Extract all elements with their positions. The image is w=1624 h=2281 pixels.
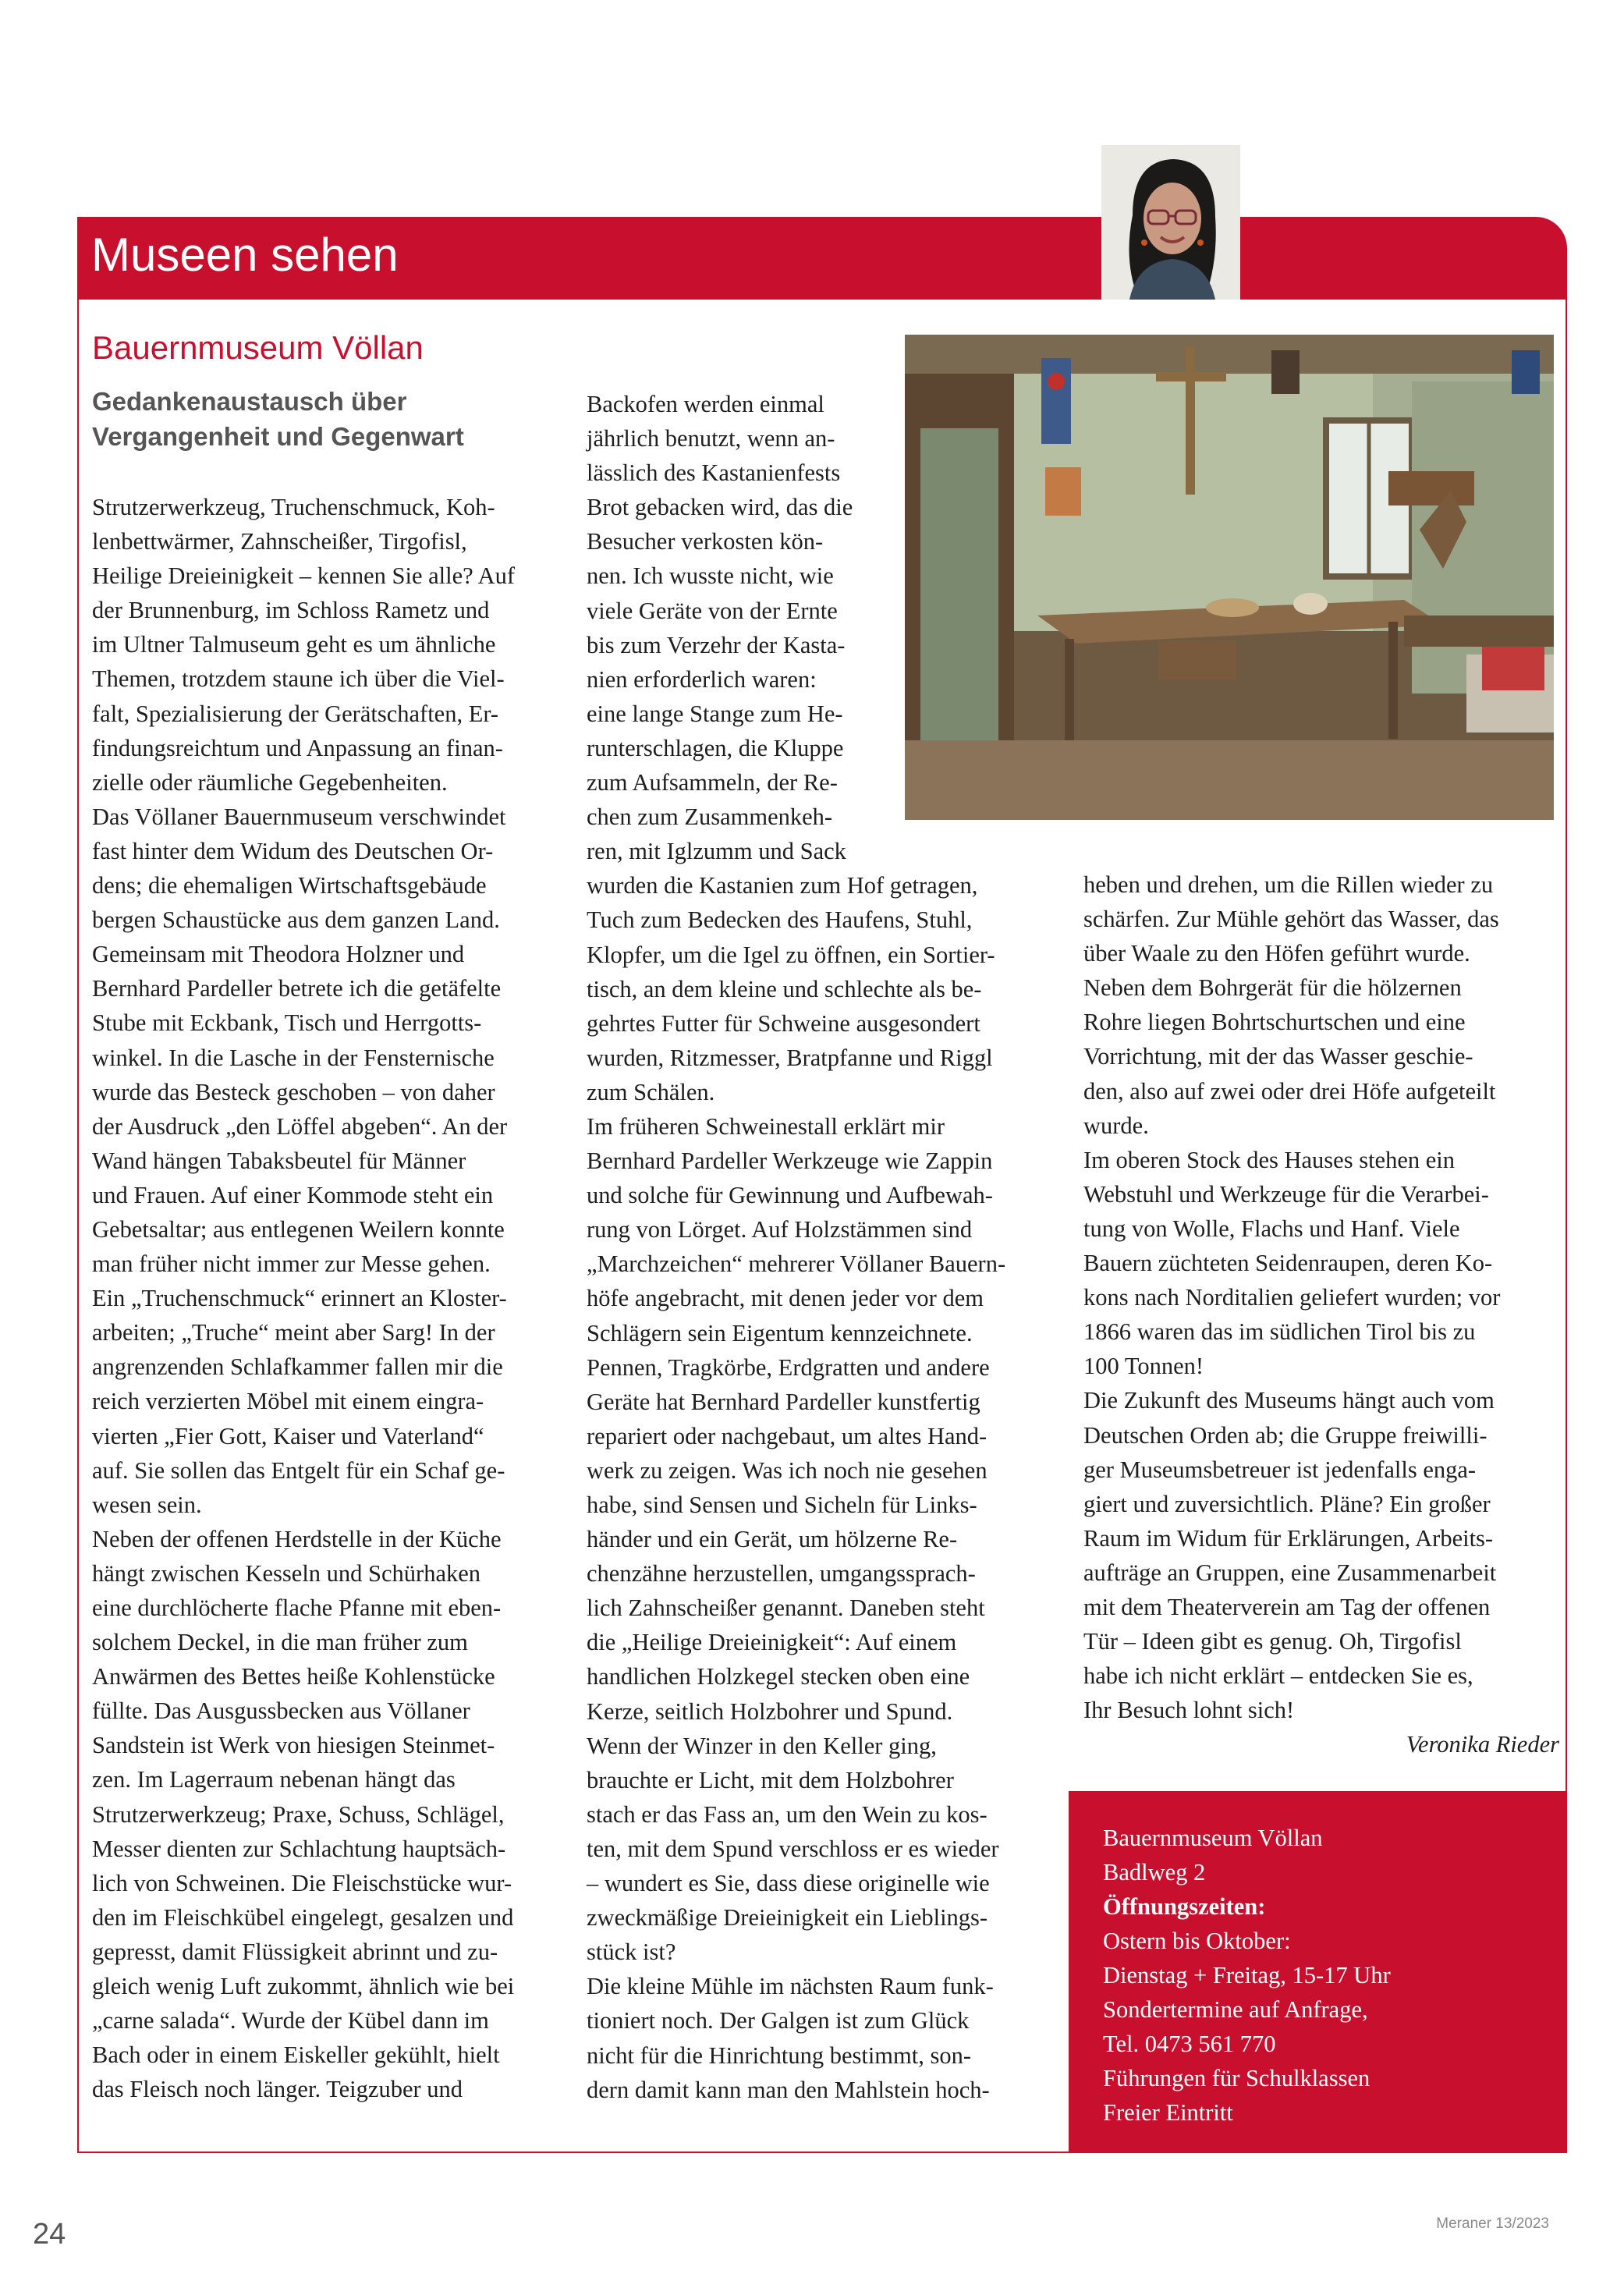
text-line: dens; die ehemaligen Wirtschaftsgebäude <box>92 872 487 899</box>
section-banner <box>77 217 1567 300</box>
text-line: jährlich benutzt, wenn an- <box>587 425 835 452</box>
text-line: wurde. <box>1083 1112 1149 1139</box>
text-line: das Fleisch noch länger. Teigzuber und <box>92 2076 463 2103</box>
info-phone: Tel. 0473 561 770 <box>1103 2031 1276 2057</box>
text-line: mit dem Theaterverein am Tag der offenen <box>1083 1593 1491 1620</box>
text-line: zweckmäßige Dreieinigkeit ein Lieblings- <box>587 1904 988 1932</box>
text-line: Sandstein ist Werk von hiesigen Steinmet- <box>92 1732 495 1759</box>
text-line: viele Geräte von der Ernte <box>587 597 838 624</box>
text-line: den, also auf zwei oder drei Höfe aufgeteilt <box>1083 1077 1496 1105</box>
text-line: dern damit kann man den Mahlstein hoch- <box>587 2076 990 2103</box>
text-line: hängt zwischen Kesseln und Schürhaken <box>92 1559 481 1587</box>
text-line: nen. Ich wusste nicht, wie <box>587 562 834 590</box>
text-line: ten, mit dem Spund verschloss er es wieder <box>587 1835 999 1862</box>
text-line: den im Fleischkübel eingelegt, gesalzen und <box>92 1903 514 1931</box>
text-line: eine durchlöcherte flache Pfanne mit eben- <box>92 1595 502 1621</box>
author-portrait-image <box>1101 145 1240 300</box>
text-line: zen. Im Lagerraum nebenan hängt das <box>92 1766 456 1793</box>
text-line: Anwärmen des Bettes heiße Kohlenstücke <box>92 1663 495 1690</box>
text-line: lenbettwärmer, Zahnscheißer, Tirgofisl, <box>92 528 467 555</box>
text-line: Schlägern sein Eigentum kennzeichnete. <box>587 1319 973 1346</box>
info-address: Badlweg 2 <box>1103 1859 1206 1885</box>
text-line: zielle oder räumliche Gegebenheiten. <box>92 768 448 796</box>
text-line: Das Völlaner Bauernmuseum verschwindet <box>92 803 506 830</box>
text-line: tioniert noch. Der Galgen ist zum Glück <box>587 2007 970 2034</box>
text-line: Bach oder in einem Eiskeller gekühlt, hielt <box>92 2042 500 2069</box>
text-line: stach er das Fass an, um den Wein zu kos- <box>587 1800 988 1828</box>
text-line: auf. Sie sollen das Entgelt für ein Schaf ge- <box>92 1456 505 1484</box>
article-title: Bauernmuseum Völlan <box>92 329 424 366</box>
text-line: falt, Spezialisierung der Gerätschaften, Er- <box>92 700 499 727</box>
text-line: Gebetsaltar; aus entlegenen Weilern konnte <box>92 1215 505 1243</box>
text-line: füllte. Das Ausgussbecken aus Völlaner <box>92 1697 470 1725</box>
text-line: solchem Deckel, in die man früher zum <box>92 1629 468 1656</box>
text-line: handlichen Holzkegel stecken oben eine <box>587 1663 970 1690</box>
text-line: wurden die Kastanien zum Hof getragen, <box>587 872 978 899</box>
text-line: eine lange Stange zum He- <box>587 700 843 727</box>
info-hours-heading: Öffnungszeiten: <box>1103 1893 1266 1920</box>
page-number: 24 <box>33 2218 66 2251</box>
text-line: reich verzierten Möbel mit einem eingra- <box>92 1388 484 1415</box>
text-line: habe, sind Sensen und Sicheln für Links- <box>587 1492 977 1518</box>
text-line: Webstuhl und Werkzeuge für die Verarbei- <box>1083 1180 1489 1208</box>
text-line: Backofen werden einmal <box>587 391 824 417</box>
text-line: Tuch zum Bedecken des Haufens, Stuhl, <box>587 906 973 934</box>
text-line: gepresst, damit Flüssigkeit abrinnt und zu- <box>92 1938 498 1965</box>
text-line: kons nach Norditalien geliefert wurden; vor <box>1083 1284 1501 1311</box>
text-line: wurde das Besteck geschoben – von daher <box>92 1078 495 1105</box>
text-line: runterschlagen, die Kluppe <box>587 734 844 761</box>
info-tours: Führungen für Schulklassen <box>1103 2065 1370 2091</box>
text-line: Die Zukunft des Museums hängt auch vom <box>1083 1387 1495 1414</box>
text-line: und Frauen. Auf einer Kommode steht ein <box>92 1181 494 1208</box>
text-line: Messer dienten zur Schlachtung hauptsäch- <box>92 1835 506 1862</box>
text-line: chenzähne herzustellen, umgangssprach- <box>587 1560 976 1587</box>
text-line: bis zum Verzehr der Kasta- <box>587 631 846 658</box>
text-line: der Brunnenburg, im Schloss Rametz und <box>92 597 490 624</box>
text-line: Rohre liegen Bohrtschurtschen und eine <box>1083 1009 1466 1036</box>
article-subtitle <box>92 384 560 454</box>
section-title: Museen sehen <box>91 229 399 281</box>
article-column-1 <box>92 490 560 2106</box>
text-line: „Marchzeichen“ mehrerer Völlaner Bauern- <box>587 1250 1006 1278</box>
text-line: 100 Tonnen! <box>1083 1353 1204 1380</box>
text-line: werk zu zeigen. Was ich noch nie gesehen <box>587 1456 988 1484</box>
text-line: nien erforderlich waren: <box>587 665 817 693</box>
text-line: tisch, an dem kleine und schlechte als be- <box>587 975 982 1002</box>
info-admission: Freier Eintritt <box>1103 2099 1233 2126</box>
text-line: Tür – Ideen gibt es genug. Oh, Tirgofisl <box>1083 1628 1462 1655</box>
text-line: lässlich des Kastanienfests <box>587 459 841 487</box>
text-line: Die kleine Mühle im nächsten Raum funk- <box>587 1973 994 2000</box>
text-line: zum Schälen. <box>587 1078 715 1105</box>
text-line: chen zum Zusammenkeh- <box>587 803 833 831</box>
museum-info-box <box>1069 1791 1567 2153</box>
text-line: stück ist? <box>587 1939 676 1966</box>
issue-label: Meraner 13/2023 <box>1436 2215 1549 2232</box>
text-line: im Ultner Talmuseum geht es um ähnliche <box>92 631 496 658</box>
text-line: wesen sein. <box>92 1491 202 1518</box>
text-line: aufträge an Gruppen, eine Zusammenarbeit <box>1083 1559 1497 1586</box>
text-line: die „Heilige Dreieinigkeit“: Auf einem <box>587 1629 957 1656</box>
subtitle-line: Gedankenaustausch über <box>92 387 407 416</box>
text-line: nicht für die Hinrichtung bestimmt, son- <box>587 2042 972 2069</box>
text-line: wurden, Ritzmesser, Bratpfanne und Riggl <box>587 1044 993 1071</box>
text-line: vierten „Fier Gott, Kaiser und Vaterland“ <box>92 1422 484 1449</box>
text-line: „carne salada“. Wurde der Kübel dann im <box>92 2007 489 2034</box>
text-line: der Ausdruck „den Löffel abgeben“. An der <box>92 1112 508 1140</box>
text-line: und solche für Gewinnung und Aufbewah- <box>587 1182 993 1209</box>
text-line: Im früheren Schweinestall erklärt mir <box>587 1112 945 1140</box>
text-line: Geräte hat Bernhard Pardeller kunstfertig <box>587 1388 980 1415</box>
text-line: habe ich nicht erklärt – entdecken Sie es, <box>1083 1662 1473 1690</box>
text-line: repariert oder nachgebaut, um altes Hand- <box>587 1422 988 1449</box>
text-line: man früher nicht immer zur Messe gehen. <box>92 1250 491 1278</box>
text-line: Klopfer, um die Igel zu öffnen, ein Sortier- <box>587 941 995 968</box>
column-3-lines <box>1083 867 1559 1727</box>
article-author: Veronika Rieder <box>1406 1731 1559 1758</box>
text-line: lich von Schweinen. Die Fleischstücke wur- <box>92 1869 512 1896</box>
text-line: giert und zuversichtlich. Pläne? Ein großer <box>1083 1490 1491 1517</box>
text-line: Besucher verkosten kön- <box>587 528 824 555</box>
text-line: bergen Schaustücke aus dem ganzen Land. <box>92 906 500 934</box>
text-line: schärfen. Zur Mühle gehört das Wasser, das <box>1083 906 1499 933</box>
text-line: Deutschen Orden ab; die Gruppe freiwilli- <box>1083 1421 1487 1449</box>
text-line: höfe angebracht, mit denen jeder vor dem <box>587 1285 984 1312</box>
info-season: Ostern bis Oktober: <box>1103 1928 1291 1954</box>
text-line: händer und ein Gerät, um hölzerne Re- <box>587 1526 958 1553</box>
text-line: Wenn der Winzer in den Keller ging, <box>587 1732 937 1759</box>
info-name: Bauernmuseum Völlan <box>1103 1825 1323 1851</box>
article-column-3 <box>1083 867 1559 1761</box>
text-line: fast hinter dem Widum des Deutschen Or- <box>92 837 494 864</box>
text-line: Ein „Truchenschmuck“ erinnert an Kloster- <box>92 1285 507 1312</box>
text-line: Bernhard Pardeller Werkzeuge wie Zappin <box>587 1148 993 1175</box>
info-lines <box>1103 1821 1391 2130</box>
text-line: lich Zahnscheißer genannt. Daneben steht <box>587 1595 985 1622</box>
text-line: Im oberen Stock des Hauses stehen ein <box>1083 1146 1456 1173</box>
info-special: Sondertermine auf Anfrage, <box>1103 1996 1368 2023</box>
text-line: Heilige Dreieinigkeit – kennen Sie alle? Auf <box>92 562 516 590</box>
text-line: Neben der offenen Herdstelle in der Küche <box>92 1525 502 1552</box>
text-line: gehrtes Futter für Schweine ausgesondert <box>587 1009 980 1037</box>
text-line: brauchte er Licht, mit dem Holzbohrer <box>587 1766 954 1793</box>
text-line: Bernhard Pardeller betrete ich die getäfelte <box>92 975 502 1002</box>
text-line: Strutzerwerkzeug, Truchenschmuck, Koh- <box>92 494 495 520</box>
text-line: gleich wenig Luft zukommt, ähnlich wie bei <box>92 1973 515 2000</box>
text-line: rung von Lörget. Auf Holzstämmen sind <box>587 1216 973 1243</box>
text-line: Neben dem Bohrgerät für die hölzernen <box>1083 974 1462 1002</box>
text-line: findungsreichtum und Anpassung an finan- <box>92 734 503 761</box>
text-line: Brot gebacken wird, das die <box>587 494 853 521</box>
text-line: heben und drehen, um die Rillen wieder zu <box>1083 871 1494 898</box>
text-line: Kerze, seitlich Holzbohrer und Spund. <box>587 1697 953 1725</box>
text-line: Pennen, Tragkörbe, Erdgratten und andere <box>587 1353 990 1381</box>
text-line: über Waale zu den Höfen geführt wurde. <box>1083 940 1470 967</box>
text-line: Wand hängen Tabaksbeutel für Männer <box>92 1147 466 1174</box>
info-days: Dienstag + Freitag, 15-17 Uhr <box>1103 1962 1391 1988</box>
text-line: angrenzenden Schlafkammer fallen mir die <box>92 1353 503 1381</box>
text-line: Raum im Widum für Erklärungen, Arbeits- <box>1083 1524 1494 1552</box>
text-line: zum Aufsammeln, der Re- <box>587 769 838 796</box>
text-line: tung von Wolle, Flachs und Hanf. Viele <box>1083 1215 1460 1242</box>
text-line: Stube mit Eckbank, Tisch und Herrgotts- <box>92 1009 482 1037</box>
text-line: 1866 waren das im südlichen Tirol bis zu <box>1083 1318 1476 1346</box>
text-line: ger Museumsbetreuer ist jedenfalls enga- <box>1083 1456 1477 1483</box>
text-line: Gemeinsam mit Theodora Holzner und <box>92 941 465 968</box>
text-line: Vorrichtung, mit der das Wasser geschie- <box>1083 1043 1473 1070</box>
text-line: winkel. In die Lasche in der Fensternische <box>92 1044 495 1071</box>
text-line: – wundert es Sie, dass diese originelle wie <box>587 1870 990 1897</box>
author-portrait <box>1101 145 1240 300</box>
farmhouse-room-image <box>905 335 1554 820</box>
text-line: Themen, trotzdem staune ich über die Viel- <box>92 665 505 693</box>
text-line: Ihr Besuch lohnt sich! <box>1083 1697 1295 1724</box>
subtitle-line: Vergangenheit und Gegenwart <box>92 422 464 451</box>
text-line: Bauern züchteten Seidenraupen, deren Ko- <box>1083 1250 1493 1277</box>
text-line: ren, mit Iglzumm und Sack <box>587 838 846 865</box>
text-line: Strutzerwerkzeug; Praxe, Schuss, Schlägel, <box>92 1800 505 1828</box>
museum-room-photo <box>905 335 1554 820</box>
text-line: arbeiten; „Truche“ meint aber Sarg! In der <box>92 1319 495 1346</box>
